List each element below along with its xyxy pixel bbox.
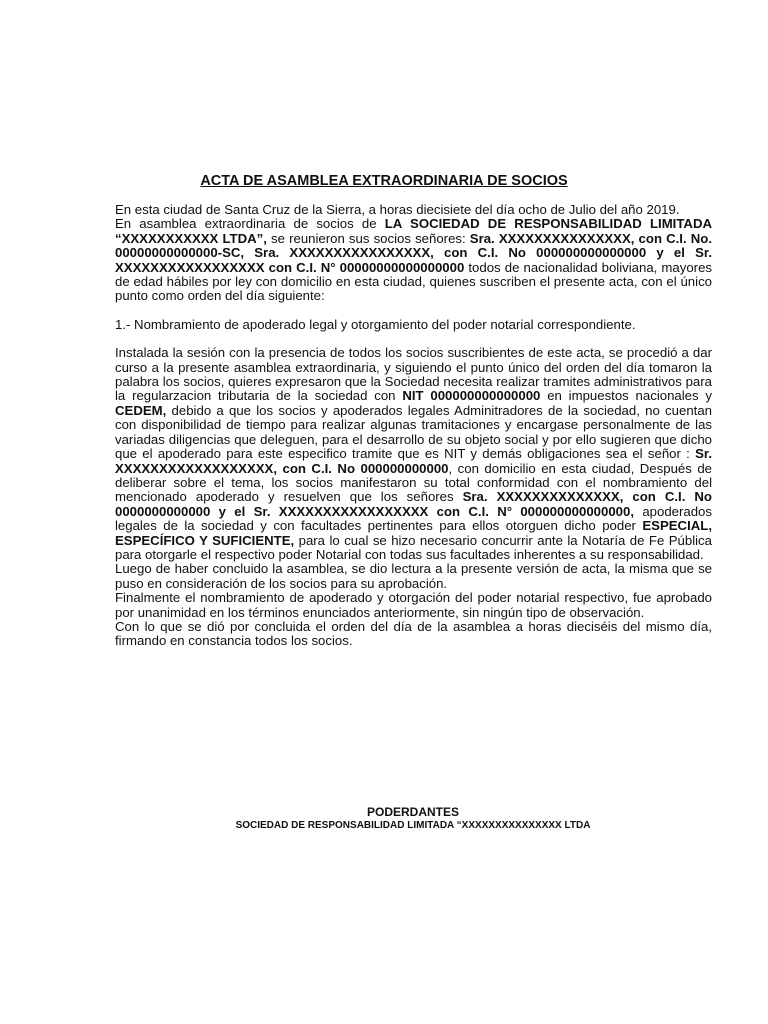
signature-title: PODERDANTES [366,805,459,819]
paragraph-approval: Finalmente el nombramiento de apoderado y otorgación del poder notarial respectivo, fue aprobado por unanimidad en los términos enunciados anteriormente, sin ningún tipo de observación. [115,590,712,620]
proxy-name: Sr. XXXXXXXXXXXXXXXXXX, con C.I. No 000000000000 [115,446,712,476]
text-segment: En asamblea extraordinaria de socios de [115,216,385,232]
text-segment: debido a que los socios y apoderados legales Adminitradores de la sociedad, no cuentan con disponibilidad de tiempo para realizar algunas tramitaciones y encargase personalmente de las variadas diligencias que deleguen, para el desarrollo de su objeto social y por ello sugieren que dicho que el apoderado para este especifico tramite que es NIT y demás obligaciones sea el señor : [115,402,712,462]
cedem-label: CEDEM, [115,402,167,418]
partners-list: Sra. XXXXXXXXXXXXXXX, con C.I. No. 00000000000000-SC, Sra. XXXXXXXXXXXXXXXX, con C.I. No 000000000000000 y el Sr. XXXXXXXXXXXXXXXXX con C.I. N° 00000000000000000 [115,230,712,275]
text-segment: para lo cual se hizo necesario concurrir ante la Notaría de Fe Pública para otorgarle el respectivo poder Notarial con todas sus facultades inherentes a su responsabilidad. [115,532,712,562]
document-body [115,203,712,649]
nit-number: NIT 000000000000000 [402,388,541,404]
paragraph-session [115,346,712,562]
company-name: LA SOCIEDAD DE RESPONSABILIDAD LIMITADA “XXXXXXXXXXX LTDA”, [115,216,712,246]
paragraph-closing: Con lo que se dió por concluida el orden del día de la asamblea a horas dieciséis del mismo día, firmando en constancia todos los socios. [115,618,712,649]
paragraph-intro: En esta ciudad de Santa Cruz de la Sierra, a horas diecisiete del día ocho de Julio del año 2019. [115,202,680,217]
text-segment: Instalada la sesión con la presencia de todos los socios suscribientes de este acta, se procedió a dar curso a la presente asamblea extraordinaria, y siguiendo el punto único del orden del día tomaron la palabra los socios, quieres expresaron que la Sociedad necesita realizar tramites administrativos para la regularzacion tributaria de la sociedad con [115,345,712,404]
text-segment: , con domicilio en esta ciudad, Después de deliberar sobre el tema, los socios manifestaron su total conformidad con el nombramiento del mencionado apoderado y resuelven que los señores [115,460,712,505]
legal-representatives: Sra. XXXXXXXXXXXXXX, con C.I. No 0000000000000 y el Sr. XXXXXXXXXXXXXXXXX con C.I. N° 000000000000000, [115,489,712,519]
paragraph-attendees [115,217,712,303]
spacer [115,304,712,318]
text-segment: todos de nacionalidad boliviana, mayores de edad hábiles por ley con domicilio en esta ciudad, quienes suscriben el presente acta, con el único punto como orden del día siguiente: [115,259,712,304]
document-title: ACTA DE ASAMBLEA EXTRAORDINARIA DE SOCIOS [200,173,568,189]
signature-subtitle: SOCIEDAD DE RESPONSABILIDAD LIMITADA “XXXXXXXXXXXXXXX LTDA [235,820,591,831]
text-segment: se reunieron sus socios señores: [266,230,470,246]
paragraph-reading: Luego de haber concluido la asamblea, se dio lectura a la presente versión de acta, la misma que se puso en consideración de los socios para su aprobación. [115,561,712,591]
paragraph-agenda: 1.- Nombramiento de apoderado legal y otorgamiento del poder notarial correspondiente. [115,316,636,332]
text-segment: en impuestos nacionales y [540,388,713,404]
text-segment: apoderados legales de la sociedad y con facultades pertinentes para ellos otorguen dicho poder [115,503,712,534]
power-type: ESPECIAL, ESPECÍFICO Y SUFICIENTE, [115,518,712,548]
spacer [115,332,712,346]
